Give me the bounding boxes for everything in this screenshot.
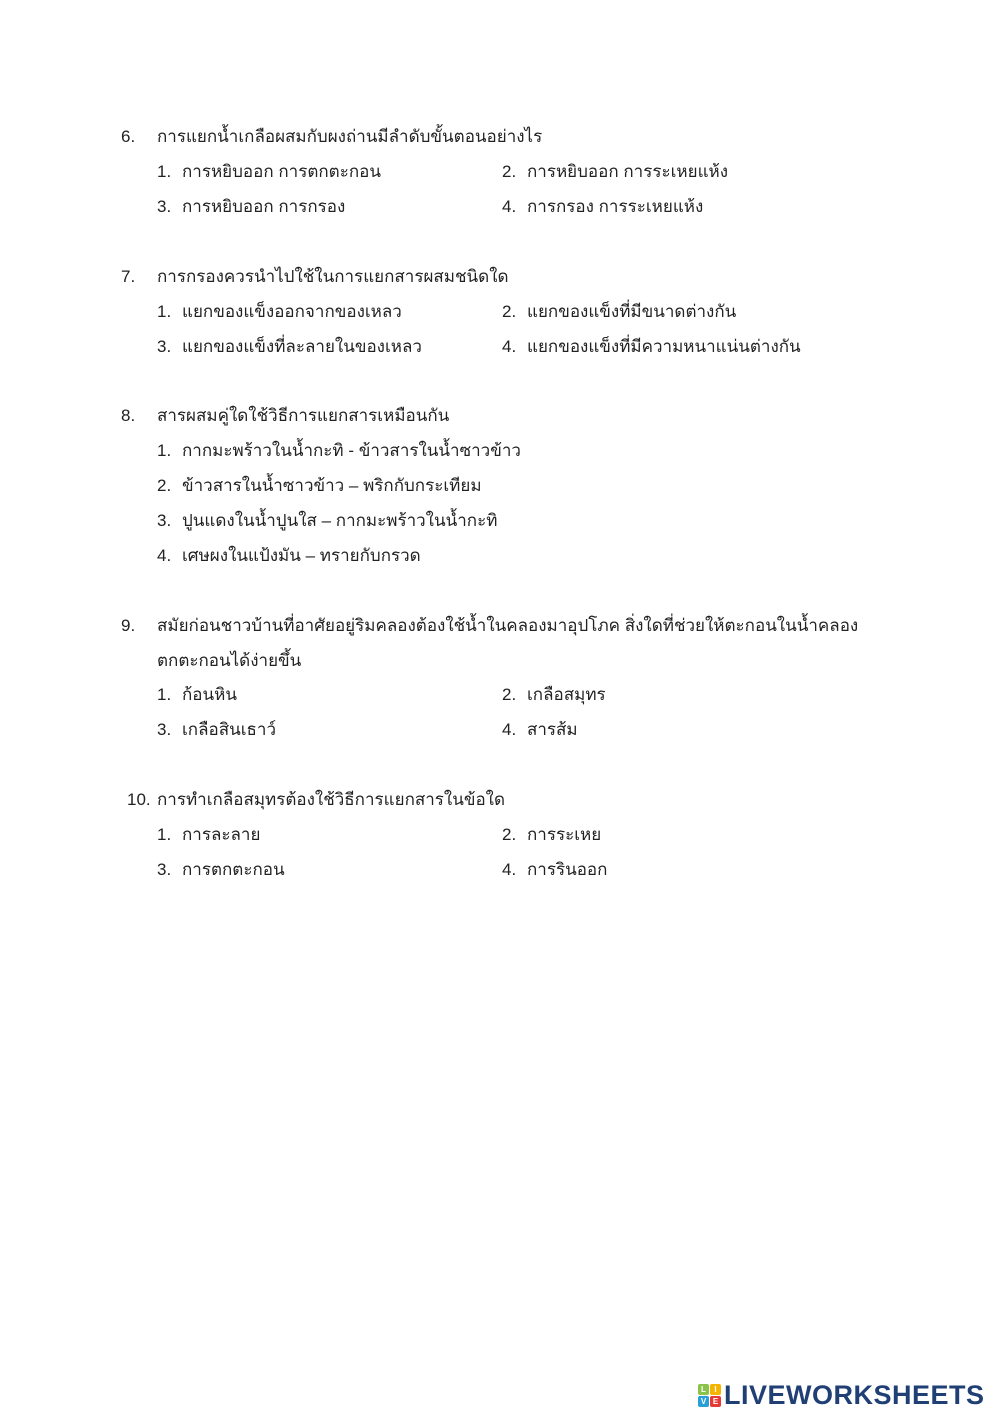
option-number: 1. bbox=[157, 825, 172, 844]
question-number: 9. bbox=[121, 616, 136, 635]
option-text: แยกของแข็งออกจากของเหลว bbox=[182, 302, 402, 321]
option-number: 1. bbox=[157, 302, 172, 321]
question-text-continued: ตกตะกอนได้ง่ายขึ้น bbox=[157, 651, 302, 670]
question-number: 10. bbox=[127, 790, 151, 809]
logo-letter: E bbox=[710, 1396, 721, 1407]
question-text: สมัยก่อนชาวบ้านที่อาศัยอยู่ริมคลองต้องใช้น้ำในคลองมาอุปโภค สิ่งใดที่ช่วยให้ตะกอนในน้ำคลอง bbox=[157, 616, 859, 635]
option-number: 4. bbox=[502, 720, 517, 739]
question-number: 8. bbox=[121, 406, 136, 425]
option-number: 1. bbox=[157, 441, 172, 460]
option-number: 2. bbox=[502, 162, 517, 181]
option-text: การหยิบออก การตกตะกอน bbox=[182, 162, 381, 181]
option-number: 4. bbox=[502, 860, 517, 879]
option-text: การกรอง การระเหยแห้ง bbox=[527, 197, 704, 216]
option-text: เกลือสมุทร bbox=[527, 685, 606, 704]
option-number: 3. bbox=[157, 337, 172, 356]
question-text: การกรองควรนำไปใช้ในการแยกสารผสมชนิดใด bbox=[157, 267, 509, 286]
logo-letter: I bbox=[710, 1384, 721, 1395]
option-text: การระเหย bbox=[527, 825, 602, 844]
liveworksheets-logo bbox=[698, 1380, 985, 1411]
option-number: 2. bbox=[502, 302, 517, 321]
option-number: 3. bbox=[157, 860, 172, 879]
option-number: 3. bbox=[157, 197, 172, 216]
option-text: แยกของแข็งที่ละลายในของเหลว bbox=[182, 337, 422, 356]
option-text: การรินออก bbox=[527, 860, 608, 879]
question-text: การแยกน้ำเกลือผสมกับผงถ่านมีลำดับขั้นตอนอย่างไร bbox=[157, 127, 543, 146]
option-text: แยกของแข็งที่มีความหนาแน่นต่างกัน bbox=[527, 337, 801, 356]
option-number: 2. bbox=[502, 825, 517, 844]
option-number: 3. bbox=[157, 720, 172, 739]
option-number: 4. bbox=[502, 337, 517, 356]
question-text: การทำเกลือสมุทรต้องใช้วิธีการแยกสารในข้อใด bbox=[157, 790, 506, 809]
option-number: 1. bbox=[157, 685, 172, 704]
option-number: 4. bbox=[502, 197, 517, 216]
option-text: แยกของแข็งที่มีขนาดต่างกัน bbox=[527, 302, 737, 321]
option-text: กากมะพร้าวในน้ำกะทิ - ข้าวสารในน้ำซาวข้าว bbox=[182, 441, 521, 460]
option-number: 2. bbox=[157, 476, 172, 495]
option-number: 3. bbox=[157, 511, 172, 530]
option-text: สารส้ม bbox=[527, 720, 578, 739]
option-text: ก้อนหิน bbox=[182, 685, 237, 704]
brand-name: LIVEWORKSHEETS bbox=[724, 1380, 985, 1410]
question-number: 6. bbox=[121, 127, 136, 146]
option-text: เกลือสินเธาว์ bbox=[182, 720, 277, 739]
logo-letter: L bbox=[698, 1384, 709, 1395]
option-number: 4. bbox=[157, 546, 172, 565]
option-text: เศษผงในแป้งมัน – ทรายกับกรวด bbox=[182, 546, 421, 565]
option-number: 2. bbox=[502, 685, 517, 704]
logo-cube-icon bbox=[698, 1384, 721, 1407]
question-text: สารผสมคู่ใดใช้วิธีการแยกสารเหมือนกัน bbox=[157, 406, 450, 425]
option-text: การหยิบออก การกรอง bbox=[182, 197, 346, 216]
option-number: 1. bbox=[157, 162, 172, 181]
option-text: การหยิบออก การระเหยแห้ง bbox=[527, 162, 729, 181]
question-number: 7. bbox=[121, 267, 136, 286]
option-text: ข้าวสารในน้ำซาวข้าว – พริกกับกระเทียม bbox=[182, 476, 482, 495]
option-text: การละลาย bbox=[182, 825, 261, 844]
option-text: การตกตะกอน bbox=[182, 860, 285, 879]
logo-letter: V bbox=[698, 1396, 709, 1407]
option-text: ปูนแดงในน้ำปูนใส – กากมะพร้าวในน้ำกะทิ bbox=[182, 511, 498, 530]
